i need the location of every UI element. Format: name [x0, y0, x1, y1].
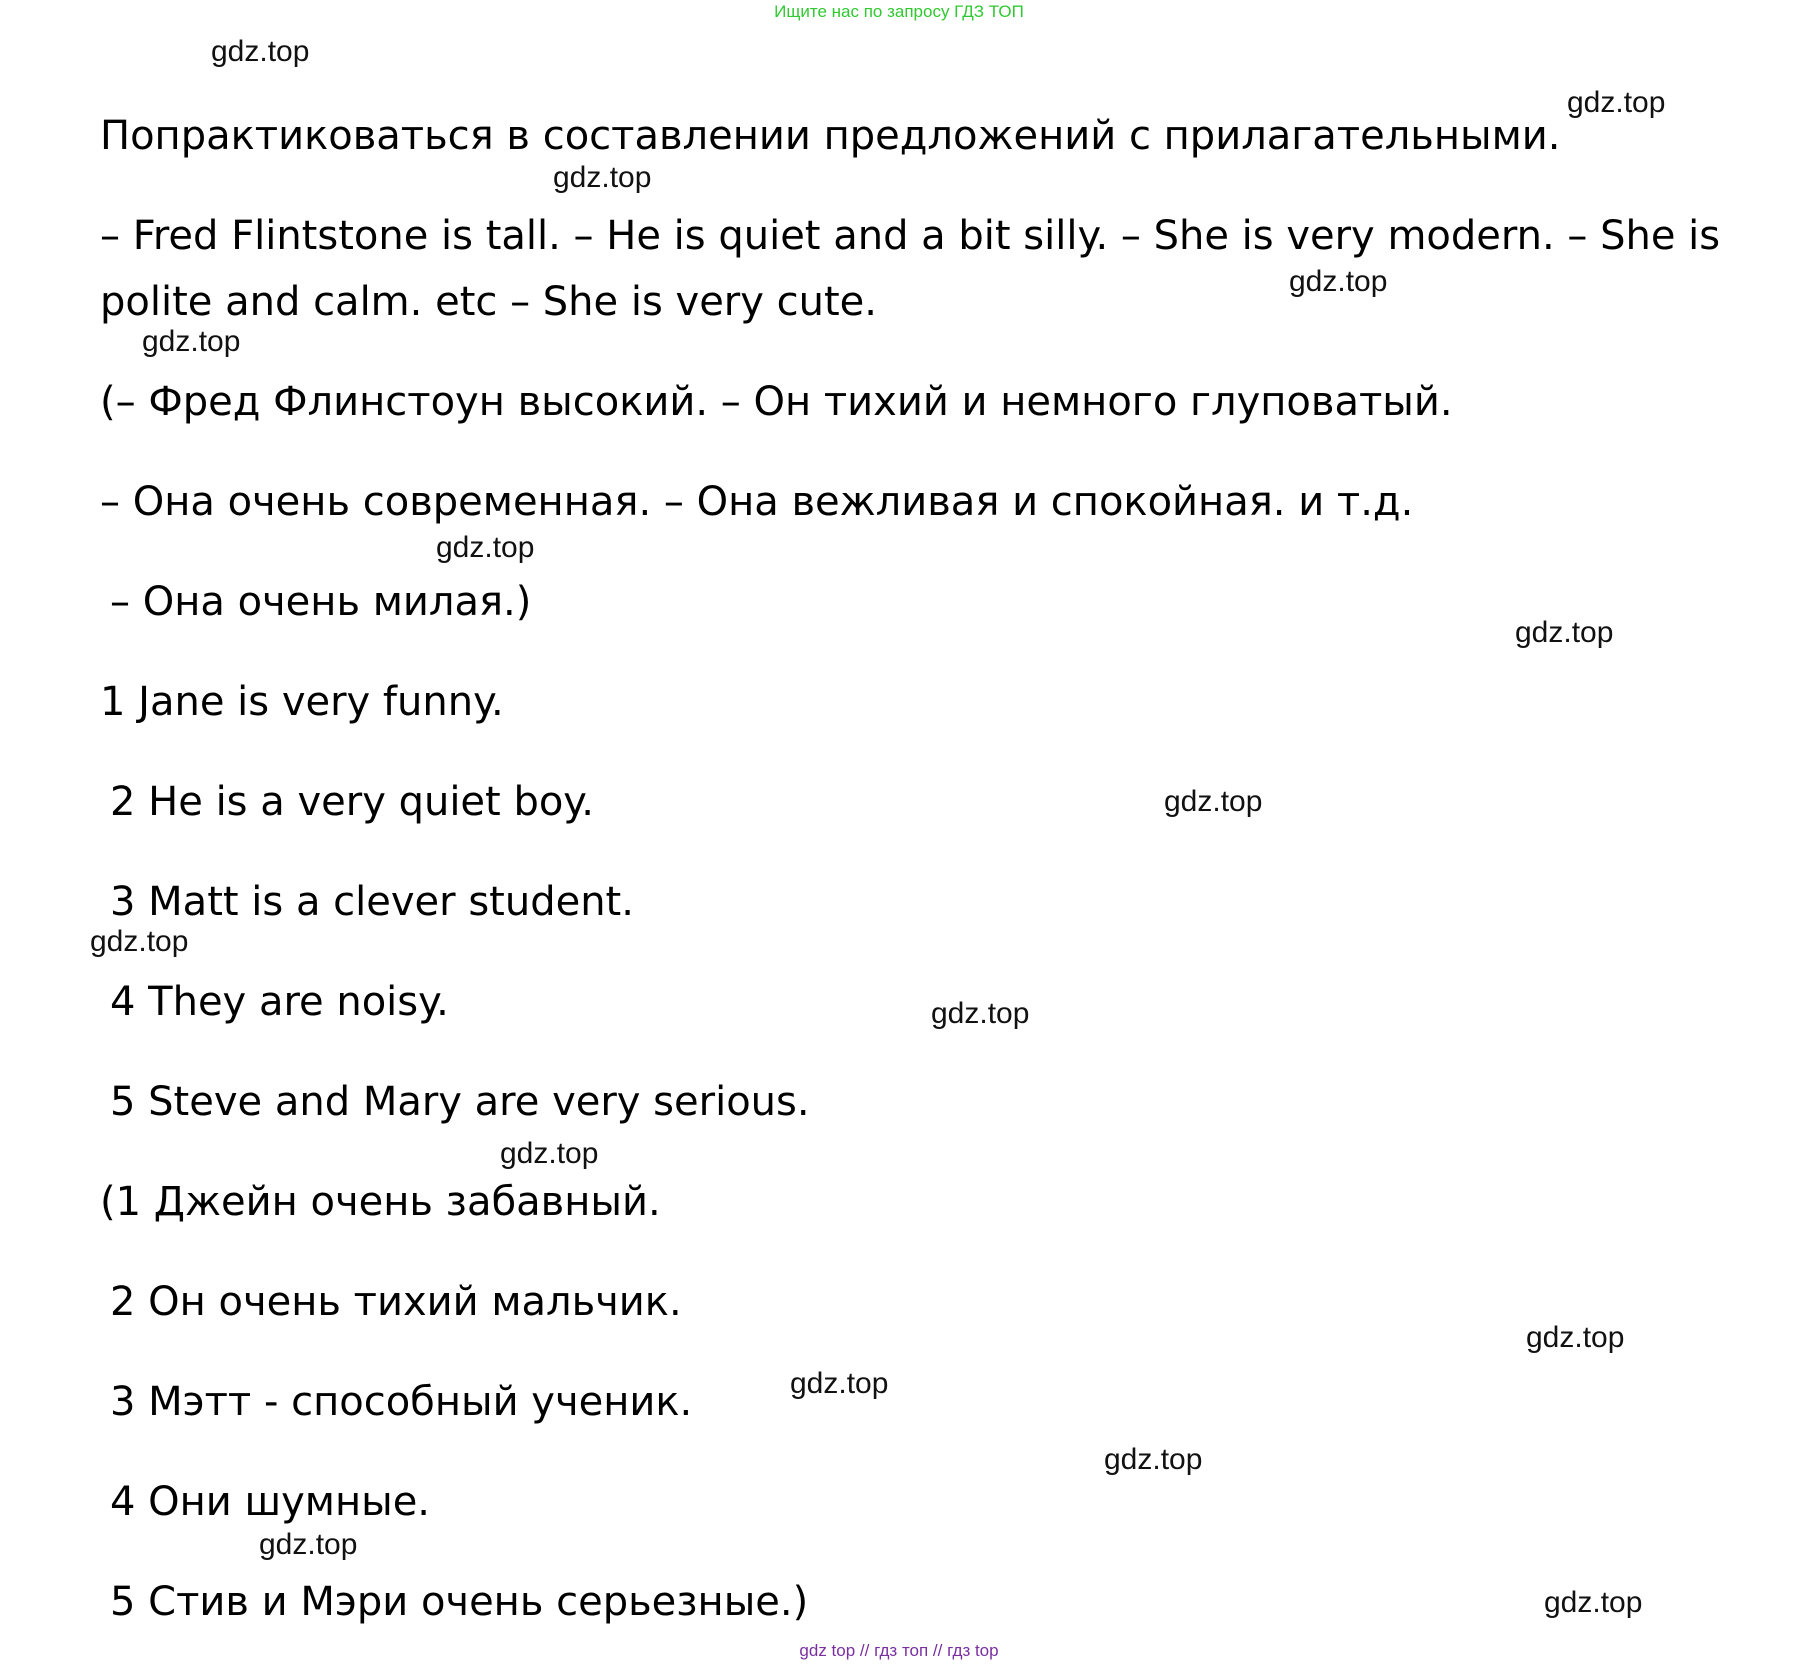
- answer-en-2: 2 He is a very quiet boy.: [110, 779, 594, 825]
- answer-ru-5: 5 Стив и Мэри очень серьезные.): [110, 1579, 809, 1625]
- watermark: gdz.top: [90, 925, 189, 958]
- watermark: gdz.top: [1289, 265, 1388, 298]
- example-ru-line-3: – Она очень милая.): [110, 579, 532, 625]
- watermark: gdz.top: [1515, 616, 1614, 649]
- answer-ru-3: 3 Мэтт - способный ученик.: [110, 1379, 693, 1425]
- watermark: gdz.top: [1567, 86, 1666, 119]
- watermark: gdz.top: [211, 35, 310, 68]
- watermark: gdz.top: [436, 531, 535, 564]
- answer-en-4: 4 They are noisy.: [110, 979, 449, 1025]
- watermark: gdz.top: [259, 1528, 358, 1561]
- example-en-line-1: – Fred Flintstone is tall. – He is quiet and a bit silly. – She is very modern. – She is: [100, 213, 1721, 259]
- answer-en-1: 1 Jane is very funny.: [100, 679, 504, 725]
- example-ru-line-1: (– Фред Флинстоун высокий. – Он тихий и немного глуповатый.: [100, 379, 1453, 425]
- watermark: gdz.top: [553, 161, 652, 194]
- watermark: gdz.top: [790, 1367, 889, 1400]
- answer-en-3: 3 Matt is a clever student.: [110, 879, 634, 925]
- watermark: gdz.top: [931, 997, 1030, 1030]
- watermark: gdz.top: [1544, 1586, 1643, 1619]
- answer-en-5: 5 Steve and Mary are very serious.: [110, 1079, 810, 1125]
- watermark: gdz.top: [142, 325, 241, 358]
- footer-links: gdz top // гдз топ // гдз top: [799, 1641, 999, 1660]
- answer-ru-1: (1 Джейн очень забавный.: [100, 1179, 661, 1225]
- watermark: gdz.top: [1526, 1321, 1625, 1354]
- task-title: Попрактиковаться в составлении предложений с прилагательными.: [100, 113, 1561, 159]
- answer-ru-4: 4 Они шумные.: [110, 1479, 431, 1525]
- example-en-line-2: polite and calm. etc – She is very cute.: [100, 279, 877, 325]
- watermark: gdz.top: [1104, 1443, 1203, 1476]
- answer-ru-2: 2 Он очень тихий мальчик.: [110, 1279, 682, 1325]
- watermark: gdz.top: [500, 1137, 599, 1170]
- example-ru-line-2: – Она очень современная. – Она вежливая и спокойная. и т.д.: [100, 479, 1414, 525]
- top-banner: Ищите нас по запросу ГДЗ ТОП: [774, 2, 1024, 21]
- watermark: gdz.top: [1164, 785, 1263, 818]
